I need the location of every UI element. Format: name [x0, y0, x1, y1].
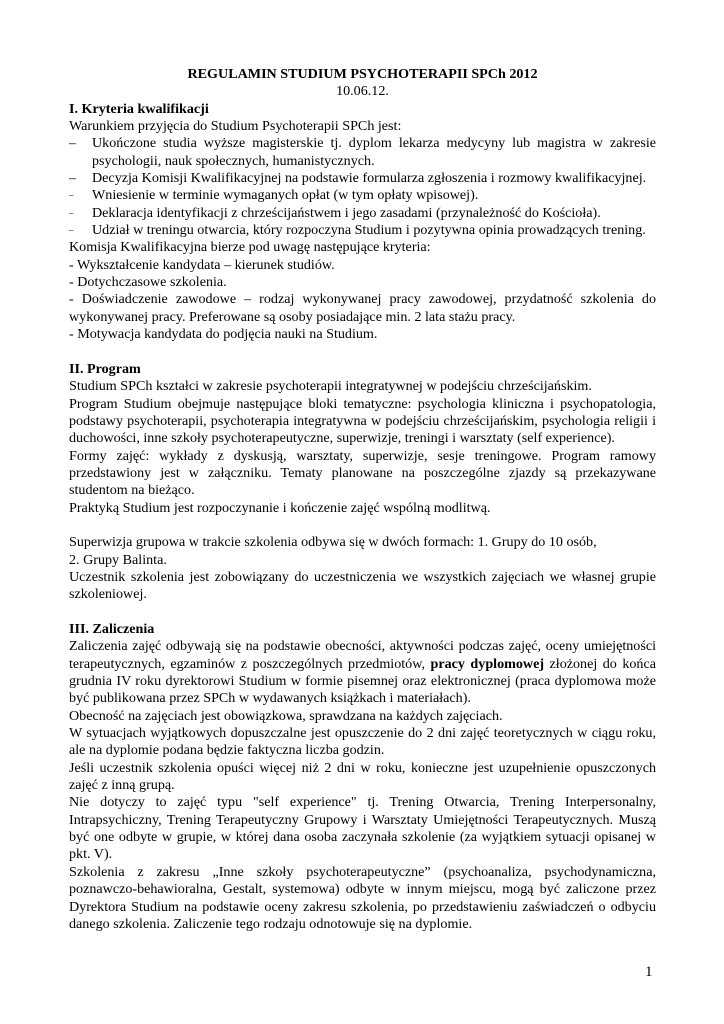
requirements-list [69, 135, 656, 239]
section-heading-zaliczenia: III. Zaliczenia [69, 621, 155, 637]
list-item [69, 205, 656, 222]
spacer [69, 604, 656, 621]
program-paragraph: Formy zajęć: wykłady z dyskusją, warsztaty, superwizje, sesje treningowe. Program ramowy przedstawiony jest w załączniku. Tematy planowane na poszczególne zjazdy są przekazywane studentom na bieżąco. [69, 447, 656, 499]
dash-marker: – [69, 207, 74, 218]
grading-paragraph [69, 638, 656, 707]
grading-paragraph: Obecność na zajęciach jest obowiązkowa, sprawdzana na każdych zajęciach. [69, 707, 503, 724]
document-title: REGULAMIN STUDIUM PSYCHOTERAPII SPCh 2012 [187, 66, 538, 82]
list-item [69, 170, 656, 187]
list-item-text: Deklaracja identyfikacji z chrześcijaństwem i jego zasadami (przynależność do Kościoła). [92, 204, 601, 221]
program-paragraph: Program Studium obejmuje następujące bloki tematyczne: psychologia kliniczna i psychopatologia, podstawy psychoterapii, psychoterapia integratywna w podejściu chrześcijańskim, psychologia religii i duchowości, inne szkoły psychoterapeutyczne, superwizje, treningi i warsztaty (self experience). [69, 395, 656, 447]
criteria-intro: Komisja Kwalifikacyjna bierze pod uwagę następujące kryteria: [69, 239, 431, 256]
criteria-item: - Doświadczenie zawodowe – rodzaj wykonywanej pracy zawodowej, przydatność szkolenia do wykonywanej pracy. Preferowane są osoby posiadające min. 2 lata stażu pracy. [69, 291, 656, 325]
requirements-intro: Warunkiem przyjęcia do Studium Psychoterapii SPCh jest: [69, 118, 402, 135]
list-item-text: Udział w treningu otwarcia, który rozpoczyna Studium i pozytywna opinia prowadzących trening. [92, 222, 646, 239]
dash-marker: – [69, 135, 77, 152]
grading-paragraph: W sytuacjach wyjątkowych dopuszczalne jest opuszczenie do 2 dni zajęć teoretycznych w ciągu roku, ale na dyplomie podana będzie faktyczna liczba godzin. [69, 725, 656, 759]
dash-marker: – [69, 170, 77, 187]
criteria-item: - Dotychczasowe szkolenia. [69, 274, 227, 291]
grading-text: złożonej do końca grudnia IV roku dyrektorowi Studium w formie pisemnej oraz elektronicznej (praca dyplomowa może być publikowana przez SPCh w wydawanych książkach i materiałach). [69, 655, 656, 707]
grading-paragraph: Szkolenia z zakresu „Inne szkoły psychoterapeutyczne” (psychoanaliza, psychodynamiczna, poznawczo-behawioralna, Gestalt, systemowa) odbyte w innym miejscu, mogą być zaliczone przez Dyrektora Studium na podstawie oceny zakresu szkolenia, po przedstawieniu zaświadczeń o odbyciu danego szkolenia. Zaliczenie tego rodzaju odnotowuje się na dyplomie. [69, 863, 656, 932]
list-item [69, 187, 656, 204]
supervision-line: 2. Grupy Balinta. [69, 551, 167, 568]
grading-paragraph: Jeśli uczestnik szkolenia opuści więcej niż 2 dni w roku, konieczne jest uzupełnienie opuszczonych zajęć z inną grupą. [69, 759, 656, 794]
list-item-text: Ukończone studia wyższe magisterskie tj. dyplom lekarza medycyny lub magistra w zakresie psychologii, nauk społecznych, humanistycznych. [92, 135, 656, 169]
program-paragraph: Praktyką Studium jest rozpoczynanie i kończenie zajęć wspólną modlitwą. [69, 499, 491, 516]
grading-paragraph: Nie dotyczy to zajęć typu "self experience" tj. Trening Otwarcia, Trening Interpersonalny, Intrapsychiczny, Trening Terapeutyczny Grupowy i Warsztaty Umiejętności Terapeutycznych. Muszą być one odbyte w grupie, w której dana osoba zaczynała szkolenie (za wyjątkiem sytuacji opisanej w pkt. V). [69, 794, 656, 863]
spacer [69, 517, 656, 534]
section-heading-kryteria: I. Kryteria kwalifikacji [69, 100, 209, 117]
dash-marker: – [69, 225, 74, 236]
document-date: 10.06.12. [336, 83, 389, 100]
program-paragraph: Studium SPCh kształci w zakresie psychoterapii integratywnej w podejściu chrześcijańskim. [69, 378, 592, 395]
page-number: 1 [645, 964, 653, 980]
grading-text: Zaliczenia zajęć odbywają się na podstawie obecności, aktywności podczas zajęć, oceny umiejętności terapeutycznych, egzaminów z poszczególnych przedmiotów, [69, 638, 656, 672]
dash-marker: – [69, 190, 74, 201]
list-item-text: Wniesienie w terminie wymaganych opłat (w tym opłaty wpisowej). [92, 187, 479, 204]
section-heading-program: II. Program [69, 360, 141, 377]
supervision-line: Superwizja grupowa w trakcie szkolenia odbywa się w dwóch formach: 1. Grupy do 10 osób, [69, 534, 597, 551]
attendance-paragraph: Uczestnik szkolenia jest zobowiązany do uczestniczenia we wszystkich zajęciach we własnej grupie szkoleniowej. [69, 568, 656, 603]
list-item [69, 222, 656, 239]
thesis-emphasis: pracy dyplomowej [430, 655, 545, 672]
list-item [69, 135, 656, 170]
spacer [69, 344, 656, 361]
criteria-item: - Motywacja kandydata do podjęcia nauki na Studium. [69, 326, 378, 343]
document-page [69, 66, 656, 933]
criteria-item: - Wykształcenie kandydata – kierunek studiów. [69, 256, 335, 273]
list-item-text: Decyzja Komisji Kwalifikacyjnej na podstawie formularza zgłoszenia i rozmowy kwalifikacyjnej. [92, 170, 647, 187]
